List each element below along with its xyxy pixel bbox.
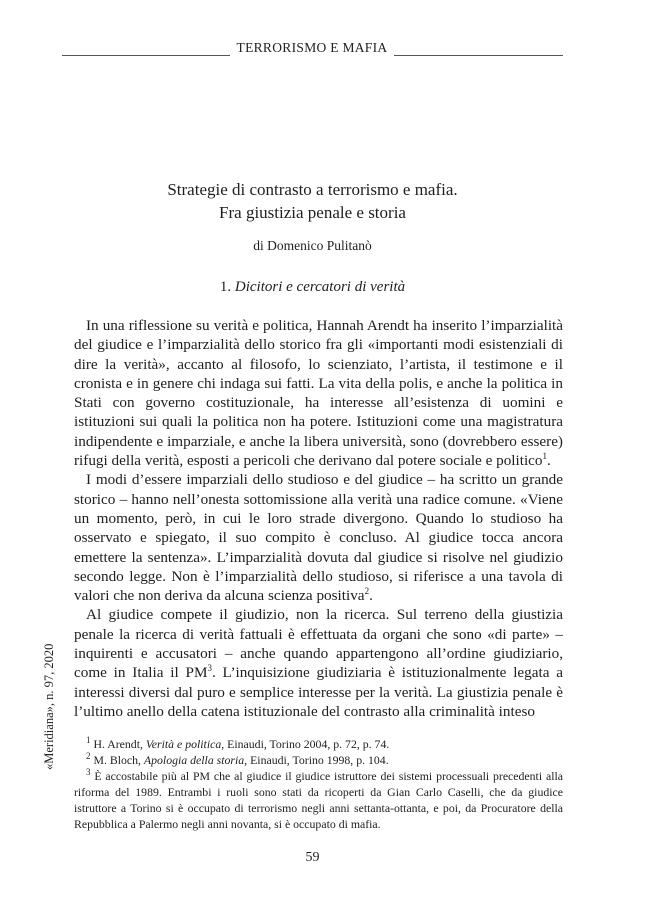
article-title-line1: Strategie di contrasto a terrorismo e mafia. [167, 180, 458, 199]
article-body [74, 316, 563, 721]
footnote-text: È accostabile più al PM che al giudice il giudice istruttore dei sistemi processuali precedenti alla riforma del 1989. Entrambi i ruoli sono stati da ricoperti da Gian Carlo Caselli, che da giudice istruttore a Torino si è occupato di terrorismo negli anni settanta-ottanta, e poi, da Procuratore della Repubblica a Palermo negli anni novanta, si è occupato di mafia. [74, 769, 563, 831]
footnote-work-title: Verità e politica [145, 737, 222, 751]
footnote-mark: 2 [86, 751, 91, 762]
section-title: Dicitori e cercatori di verità [234, 279, 406, 295]
paragraph-text: Al giudice compete il giudizio, non la ricerca. Sul terreno della giustizia penale la ricerca di verità fattuali è effettuata da organi che sono «di parte» – inquirenti e accusatori – anche quando appartengono all’ordine giudiziario, come in Italia il PM [74, 606, 563, 682]
article-title-block [62, 178, 563, 254]
footnote-work-title: Apologia della storia [143, 753, 245, 767]
header-rule-left [62, 55, 230, 56]
paragraph-text: . [369, 587, 373, 605]
footnote-text: , Einaudi, Torino 2004, p. 72, p. 74. [221, 737, 390, 751]
footnote-3 [74, 768, 563, 832]
header-rule-right [394, 55, 563, 56]
footnote-text: H. Arendt, [93, 737, 146, 751]
footnote-text: M. Bloch, [93, 753, 144, 767]
running-title: TERRORISMO E MAFIA [236, 40, 388, 55]
paragraph-text: . L’inquisizione giudiziaria è istituzionalmente legata a interessi diversi dal puro e semplice interesse per la verità. La giustizia penale è l’ultimo anello della catena istituzionale del contrasto alla criminalità inteso [74, 664, 563, 720]
footnote-mark: 1 [86, 735, 91, 746]
paragraph-text: I modi d’essere imparziali dello studioso e del giudice – ha scritto un grande storico – hanno nell’onesta sottomissione alla verità una radice comune. «Viene un momento, però, in cui le loro strade divergono. Quando lo studioso ha osservato e spiegato, il suo compito è concluso. Al giudice tocca ancora emettere la sentenza». L’imparzialità dovuta dal giudice si risolve nel giudizio secondo legge. Non è l’imparzialità dello studioso, si riferisce a una tavola di valori che non deriva da alcuna scienza positiva [74, 471, 563, 605]
journal-citation-label: «Meridiana», n. 97, 2020 [42, 643, 56, 770]
running-header [62, 40, 563, 60]
footnote-2 [74, 752, 563, 768]
section-heading [62, 279, 563, 296]
footnotes [74, 736, 563, 832]
footnote-text: , Einaudi, Torino 1998, p. 104. [244, 753, 389, 767]
paragraph-text: In una riflessione su verità e politica, Hannah Arendt ha inserito l’imparzialità del giudice e l’imparzialità dello storico fra gli «importanti modi esistenziali di dire la verità», accanto al filosofo, lo scienziato, l’artista, il testimone e il cronista e in genere chi indaga sui fatti. La vita della polis, e anche la politica in Stati con governo costituzionale, ha interesse all’esistenza di uomini e istituzioni sui quali la politica non ha potere. Istituzioni come una magistratura indipendente e imparziale, e anche la libera università, sono (dovrebbero essere) rifugi della verità, esposti a pericoli che derivano dal potere sociale e politico [74, 317, 563, 470]
body-paragraph [74, 470, 563, 605]
footnote-ref: 2 [364, 586, 370, 597]
section-number: 1. [219, 279, 232, 295]
footnote-ref: 1 [542, 451, 548, 462]
footnote-ref: 3 [207, 663, 212, 674]
body-paragraph [74, 605, 563, 721]
body-paragraph [74, 316, 563, 470]
page-number: 59 [305, 850, 320, 865]
footnote-mark: 3 [86, 767, 91, 778]
article-title-line2: Fra giustizia penale e storia [219, 203, 406, 222]
article-author: di Domenico Pulitanò [253, 238, 372, 253]
footnote-1 [74, 736, 563, 752]
paragraph-text: . [547, 452, 551, 470]
